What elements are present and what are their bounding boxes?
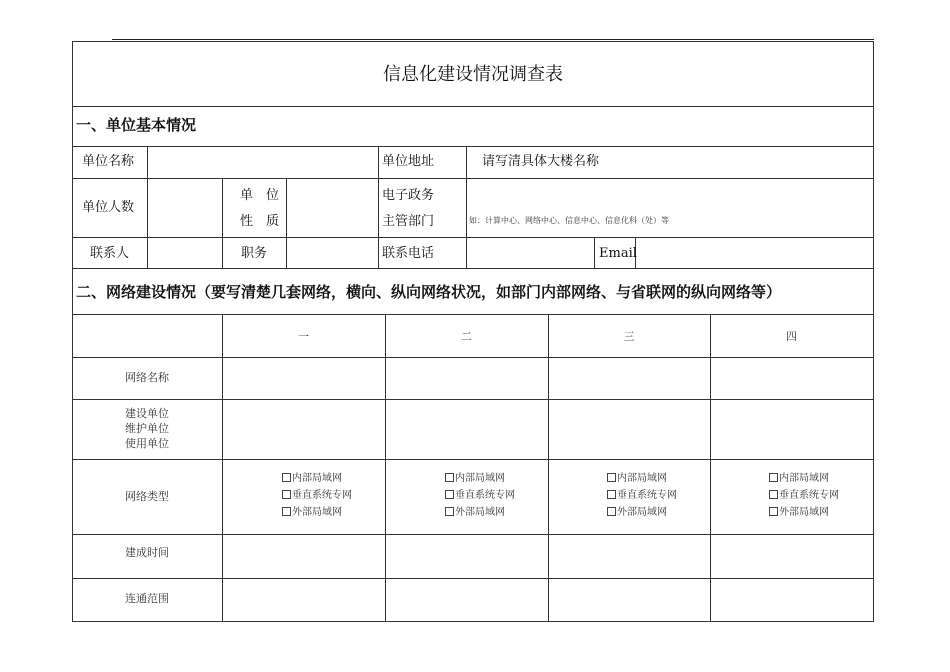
row-divider <box>72 237 874 238</box>
network-type-options-col-4 <box>769 470 839 521</box>
column-header: 四 <box>786 330 797 343</box>
col-divider <box>222 314 223 622</box>
checkbox-icon <box>282 507 291 516</box>
row-divider <box>72 459 874 460</box>
checkbox-vertical-private[interactable]: 垂直系统专网 <box>607 487 677 504</box>
position-label: 职务 <box>240 246 267 261</box>
column-header: 二 <box>461 330 472 343</box>
egov-dept-label: 电子政务 <box>382 188 435 203</box>
unit-address-field[interactable]: 请写清具体大楼名称 <box>482 154 600 169</box>
row-label-maintain-unit: 维护单位 <box>125 422 169 435</box>
row-divider <box>72 268 874 269</box>
checkbox-internal-lan[interactable]: 内部局域网 <box>769 470 839 487</box>
checkbox-icon <box>769 490 778 499</box>
unit-nature-label: 性 质 <box>240 214 280 229</box>
col-divider <box>147 146 148 268</box>
col-divider <box>466 146 467 268</box>
col-divider <box>710 314 711 622</box>
checkbox-internal-lan[interactable]: 内部局域网 <box>607 470 677 487</box>
top-rule <box>112 39 874 40</box>
row-divider <box>72 357 874 358</box>
row-label-use-unit: 使用单位 <box>125 437 169 450</box>
checkbox-internal-lan[interactable]: 内部局域网 <box>445 470 515 487</box>
checkbox-icon <box>282 490 291 499</box>
row-divider <box>72 146 874 147</box>
row-label-units <box>72 406 222 451</box>
col-divider <box>385 314 386 622</box>
contact-label: 联系人 <box>89 246 129 261</box>
table-border-bottom <box>72 621 874 622</box>
column-header: 一 <box>298 330 309 343</box>
network-type-options-col-3 <box>607 470 677 521</box>
section-1-heading: 一、单位基本情况 <box>76 116 197 134</box>
checkbox-vertical-private[interactable]: 垂直系统专网 <box>445 487 515 504</box>
row-divider <box>72 534 874 535</box>
egov-dept-label: 主管部门 <box>382 214 435 229</box>
row-label-build-time: 建成时间 <box>125 546 169 559</box>
checkbox-external-lan[interactable]: 外部局域网 <box>445 504 515 521</box>
col-divider <box>548 314 549 622</box>
survey-form-table <box>72 41 874 622</box>
checkbox-vertical-private[interactable]: 垂直系统专网 <box>769 487 839 504</box>
column-header: 三 <box>623 330 635 343</box>
unit-name-label: 单位名称 <box>82 154 135 169</box>
email-label: Email <box>599 246 637 261</box>
unit-address-label: 单位地址 <box>382 154 435 169</box>
network-type-options-col-1 <box>282 470 352 521</box>
row-label-build-unit: 建设单位 <box>125 407 169 420</box>
egov-dept-hint[interactable]: 如：计算中心、网络中心、信息中心、信息化科（处）等 <box>469 216 669 225</box>
col-divider <box>286 178 287 268</box>
checkbox-external-lan[interactable]: 外部局域网 <box>607 504 677 521</box>
checkbox-vertical-private[interactable]: 垂直系统专网 <box>282 487 352 504</box>
row-divider <box>72 106 874 107</box>
checkbox-icon <box>769 473 778 482</box>
checkbox-icon <box>607 473 616 482</box>
checkbox-icon <box>445 473 454 482</box>
checkbox-external-lan[interactable]: 外部局域网 <box>282 504 352 521</box>
row-label-network-name: 网络名称 <box>125 371 169 384</box>
col-divider <box>378 146 379 268</box>
row-label-coverage: 连通范围 <box>125 592 169 605</box>
network-type-options-col-2 <box>445 470 515 521</box>
row-divider <box>72 399 874 400</box>
unit-nature-label: 单 位 <box>240 188 280 203</box>
row-label-network-type: 网络类型 <box>125 490 169 503</box>
phone-label: 联系电话 <box>382 246 435 261</box>
checkbox-internal-lan[interactable]: 内部局域网 <box>282 470 352 487</box>
row-divider <box>72 578 874 579</box>
checkbox-icon <box>607 507 616 516</box>
section-2-heading: 二、网络建设情况（要写清楚几套网络，横向、纵向网络状况，如部门内部网络、与省联网的纵向网络等） <box>76 283 782 301</box>
col-divider <box>594 237 595 268</box>
row-divider <box>72 178 874 179</box>
checkbox-external-lan[interactable]: 外部局域网 <box>769 504 839 521</box>
form-title: 信息化建设情况调查表 <box>383 64 563 85</box>
checkbox-icon <box>445 490 454 499</box>
checkbox-icon <box>769 507 778 516</box>
unit-staff-label: 单位人数 <box>82 200 135 215</box>
checkbox-icon <box>282 473 291 482</box>
table-border-top <box>72 41 874 42</box>
checkbox-icon <box>607 490 616 499</box>
checkbox-icon <box>445 507 454 516</box>
row-divider <box>72 314 874 315</box>
